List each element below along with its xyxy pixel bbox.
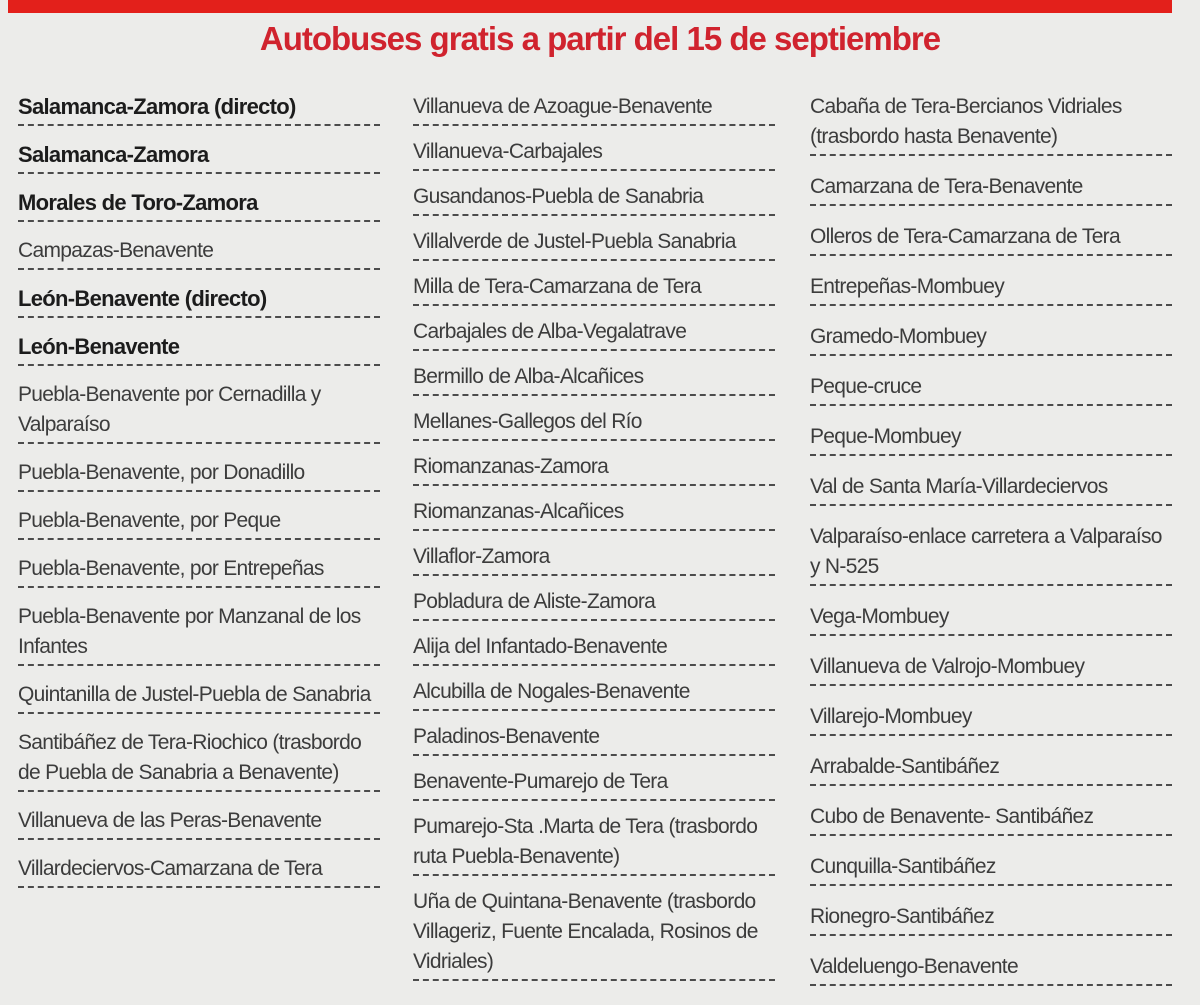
top-red-bar xyxy=(8,0,1172,13)
route-item: Morales de Toro-Zamora xyxy=(18,188,380,222)
route-item: Alcubilla de Nogales-Benavente xyxy=(413,677,775,711)
route-item: Arrabalde-Santibáñez xyxy=(810,752,1172,786)
route-item: Villanueva de Azoague-Benavente xyxy=(413,92,775,126)
route-item: Villalverde de Justel-Puebla Sanabria xyxy=(413,227,775,261)
route-item: Camarzana de Tera-Benavente xyxy=(810,172,1172,206)
route-item: Rionegro-Santibáñez xyxy=(810,902,1172,936)
route-item: Paladinos-Benavente xyxy=(413,722,775,756)
route-item: Carbajales de Alba-Vegalatrave xyxy=(413,317,775,351)
route-item: Gramedo-Mombuey xyxy=(810,322,1172,356)
route-item: León-Benavente xyxy=(18,332,380,366)
route-item: Milla de Tera-Camarzana de Tera xyxy=(413,272,775,306)
route-item: Villanueva de Valrojo-Mombuey xyxy=(810,652,1172,686)
route-item: Puebla-Benavente, por Donadillo xyxy=(18,458,380,492)
route-item: Cabaña de Tera-Bercianos Vidriales (trasbordo hasta Benavente) xyxy=(810,92,1172,156)
route-item: Bermillo de Alba-Alcañices xyxy=(413,362,775,396)
route-column-2 xyxy=(413,92,775,992)
route-item: Mellanes-Gallegos del Río xyxy=(413,407,775,441)
route-item: Valparaíso-enlace carretera a Valparaíso y N-525 xyxy=(810,522,1172,586)
route-item: Gusandanos-Puebla de Sanabria xyxy=(413,182,775,216)
route-item: Peque-cruce xyxy=(810,372,1172,406)
route-item: Salamanca-Zamora xyxy=(18,140,380,174)
route-item: Pobladura de Aliste-Zamora xyxy=(413,587,775,621)
route-item: Puebla-Benavente, por Peque xyxy=(18,506,380,540)
route-item: Villaflor-Zamora xyxy=(413,542,775,576)
route-item: Entrepeñas-Mombuey xyxy=(810,272,1172,306)
route-item: Olleros de Tera-Camarzana de Tera xyxy=(810,222,1172,256)
route-item: Campazas-Benavente xyxy=(18,236,380,270)
route-item: Villardeciervos-Camarzana de Tera xyxy=(18,854,380,888)
route-item: León-Benavente (directo) xyxy=(18,284,380,318)
route-item: Alija del Infantado-Benavente xyxy=(413,632,775,666)
route-item: Valdeluengo-Benavente xyxy=(810,952,1172,986)
route-item: Peque-Mombuey xyxy=(810,422,1172,456)
route-item: Puebla-Benavente, por Entrepeñas xyxy=(18,554,380,588)
route-item: Cunquilla-Santibáñez xyxy=(810,852,1172,886)
route-item: Santibáñez de Tera-Riochico (trasbordo de Puebla de Sanabria a Benavente) xyxy=(18,728,380,792)
route-item: Riomanzanas-Alcañices xyxy=(413,497,775,531)
route-item: Benavente-Pumarejo de Tera xyxy=(413,767,775,801)
route-item: Uña de Quintana-Benavente (trasbordo Villageriz, Fuente Encalada, Rosinos de Vidriales) xyxy=(413,887,775,981)
route-item: Pumarejo-Sta .Marta de Tera (trasbordo ruta Puebla-Benavente) xyxy=(413,812,775,876)
route-item: Villarejo-Mombuey xyxy=(810,702,1172,736)
route-item: Riomanzanas-Zamora xyxy=(413,452,775,486)
route-item: Vega-Mombuey xyxy=(810,602,1172,636)
route-item: Villanueva de las Peras-Benavente xyxy=(18,806,380,840)
route-item: Salamanca-Zamora (directo) xyxy=(18,92,380,126)
route-column-3 xyxy=(810,92,1172,1002)
route-item: Puebla-Benavente por Manzanal de los Infantes xyxy=(18,602,380,666)
route-item: Villanueva-Carbajales xyxy=(413,137,775,171)
route-item: Cubo de Benavente- Santibáñez xyxy=(810,802,1172,836)
route-item: Quintanilla de Justel-Puebla de Sanabria xyxy=(18,680,380,714)
route-item: Puebla-Benavente por Cernadilla y Valparaíso xyxy=(18,380,380,444)
route-column-1 xyxy=(18,92,380,902)
route-item: Val de Santa María-Villardeciervos xyxy=(810,472,1172,506)
page-title: Autobuses gratis a partir del 15 de septiembre xyxy=(259,20,941,57)
